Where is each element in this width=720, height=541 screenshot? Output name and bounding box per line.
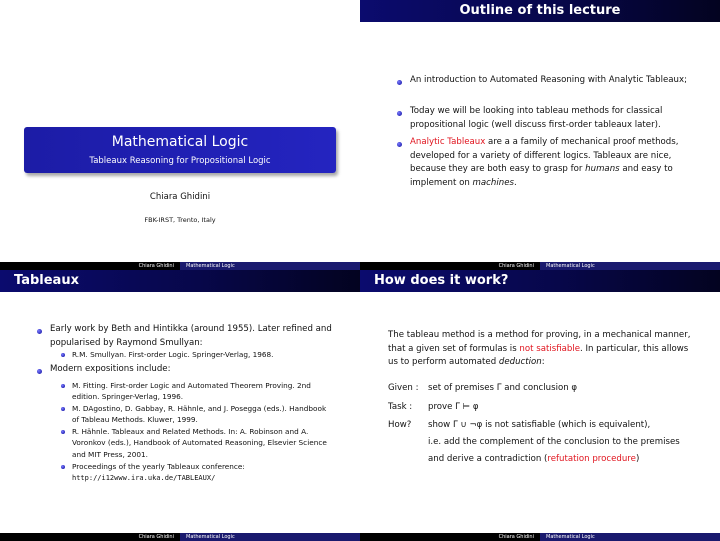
slide-footer bbox=[360, 533, 720, 541]
slide-how-it-works bbox=[360, 270, 720, 541]
footer-author: Chiara Ghidini bbox=[138, 534, 174, 540]
title-block bbox=[24, 127, 336, 173]
sub-bullet-icon bbox=[61, 465, 65, 469]
bullet-icon bbox=[37, 329, 42, 334]
presentation-title: Mathematical Logic bbox=[111, 134, 249, 150]
frame-title: How does it work? bbox=[360, 270, 720, 292]
slide-outline bbox=[360, 0, 720, 270]
sub-bullet-icon bbox=[61, 430, 65, 434]
refutation-procedure-term: refutation procedure bbox=[547, 454, 636, 464]
tableaux-item-2: Modern expositions include: bbox=[50, 364, 171, 374]
bullet-icon bbox=[37, 369, 42, 374]
reference-proceedings: Proceedings of the yearly Tableaux conference: bbox=[72, 462, 245, 471]
footer-title: Mathematical Logic bbox=[180, 262, 360, 270]
given-text: set of premises Γ and conclusion φ bbox=[428, 383, 578, 393]
footer-title: Mathematical Logic bbox=[540, 533, 720, 541]
slide-footer bbox=[0, 533, 360, 541]
reference-fitting: M. Fitting. First-order Logic and Automated Theorem Proving. 2nd edition. Springer-Verlag, 1996. bbox=[72, 381, 311, 402]
reference-dagostino: M. DAgostino, D. Gabbay, R. Hähnle, and J. Posegga (eds.). Handbook of Tableau Methods. Kluwer, 1999. bbox=[72, 404, 327, 425]
reference-smullyan: R.M. Smullyan. First-order Logic. Springer-Verlag, 1968. bbox=[72, 350, 274, 359]
frame-title: Tableaux bbox=[0, 270, 360, 292]
sub-bullet-icon bbox=[61, 407, 65, 411]
footer-title: Mathematical Logic bbox=[180, 533, 360, 541]
slide-tableaux bbox=[0, 270, 360, 541]
how-text-3: and derive a contradiction (refutation procedure) bbox=[428, 454, 640, 464]
how-text: show Γ ∪ ¬φ is not satisfiable (which is equivalent), bbox=[428, 420, 651, 430]
not-satisfiable-term: not satisfiable bbox=[519, 343, 580, 354]
bullet-icon bbox=[397, 111, 402, 116]
task-text: prove Γ ⊨ φ bbox=[428, 402, 479, 412]
sub-bullet-icon bbox=[61, 353, 65, 357]
tableaux-item-1: Early work by Beth and Hintikka (around 1955). Later refined and popularised by Raymond Smullyan: bbox=[50, 324, 332, 348]
analytic-tableaux-term: Analytic Tableaux bbox=[410, 137, 486, 147]
outline-item-1: An introduction to Automated Reasoning with Analytic Tableaux; bbox=[410, 75, 687, 85]
footer-title: Mathematical Logic bbox=[540, 262, 720, 270]
tableaux-url-link[interactable]: http://i12www.ira.uka.de/TABLEAUX/ bbox=[72, 473, 216, 482]
slide-title bbox=[0, 0, 360, 270]
institute: FBK-IRST, Trento, Italy bbox=[144, 216, 216, 224]
how-text-2: i.e. add the complement of the conclusion to the premises bbox=[428, 437, 680, 447]
bullet-icon bbox=[397, 142, 402, 147]
intro-paragraph: The tableau method is a method for proving, in a mechanical manner, that a given set of formulas is not satisfiable. In particular, this allows us to perform automated deduction: bbox=[388, 330, 691, 367]
author-name: Chiara Ghidini bbox=[149, 192, 211, 202]
slide-footer bbox=[360, 262, 720, 270]
outline-item-3: Analytic Tableaux are a a family of mechanical proof methods, developed for a variety of different logics. Tableaux are nice, because they are both easy to grasp for humans and easy to implement on machines. bbox=[410, 137, 679, 188]
presentation-subtitle: Tableaux Reasoning for Propositional Logic bbox=[89, 156, 271, 166]
sub-bullet-icon bbox=[61, 384, 65, 388]
task-label: Task : bbox=[388, 402, 413, 412]
given-label: Given : bbox=[388, 383, 419, 393]
footer-author: Chiara Ghidini bbox=[138, 263, 174, 269]
bullet-icon bbox=[397, 80, 402, 85]
reference-hahnle: R. Hähnle. Tableaux and Related Methods. In: A. Robinson and A. Voronkov (eds.), Handbook of Automated Reasoning, Elsevier Science and MIT Press, 2001. bbox=[72, 427, 327, 459]
outline-item-2: Today we will be looking into tableau methods for classical propositional logic (well discuss first-order tableaux later). bbox=[410, 106, 663, 130]
footer-author: Chiara Ghidini bbox=[498, 534, 534, 540]
how-label: How? bbox=[388, 420, 412, 430]
slide-footer bbox=[0, 262, 360, 270]
footer-author: Chiara Ghidini bbox=[498, 263, 534, 269]
frame-title: Outline of this lecture bbox=[360, 0, 720, 22]
